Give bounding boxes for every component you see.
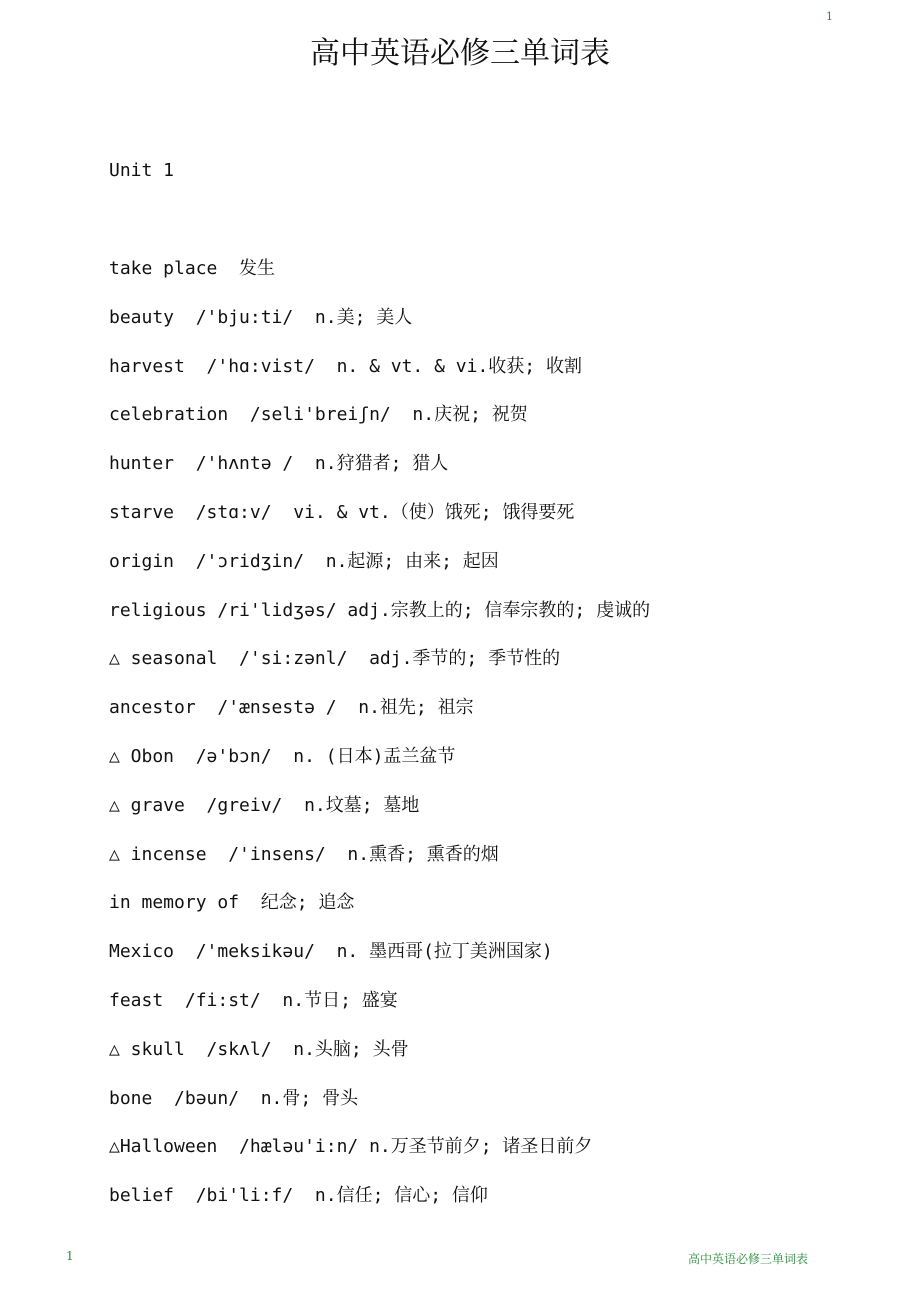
vocab-entry: feast /fi:st/ n.节日; 盛宴 (109, 989, 398, 1011)
vocab-entry: ancestor /'ænsestə / n.祖先; 祖宗 (109, 697, 474, 719)
vocab-entry: △ grave /greiv/ n.坟墓; 墓地 (109, 794, 420, 816)
vocab-entry: harvest /'hɑ:vist/ n. & vt. & vi.收获; 收割 (109, 355, 582, 377)
vocab-entry: beauty /'bju:ti/ n.美; 美人 (109, 306, 413, 328)
vocab-entry: △ seasonal /'si:zənl/ adj.季节的; 季节性的 (109, 648, 561, 670)
vocab-entry: Mexico /'meksikəu/ n. 墨西哥(拉丁美洲国家) (109, 941, 553, 963)
vocab-entry: religious /ri'lidʒəs/ adj.宗教上的; 信奉宗教的; 虔诚的 (109, 599, 651, 621)
vocab-entry: origin /'ɔridʒin/ n.起源; 由来; 起因 (109, 550, 499, 572)
vocabulary-list (109, 256, 869, 1232)
header-page-number: 1 (826, 10, 833, 23)
footer-doc-title: 高中英语必修三单词表 (688, 1252, 809, 1266)
unit-heading: Unit 1 (109, 160, 175, 181)
vocab-entry: take place 发生 (109, 258, 276, 279)
vocab-entry: belief /bi'li:f/ n.信任; 信心; 信仰 (109, 1185, 488, 1207)
vocab-entry: starve /stɑ:v/ vi. & vt.（使）饿死; 饿得要死 (109, 501, 575, 523)
vocab-entry: hunter /'hʌntə / n.狩猎者; 猎人 (109, 453, 449, 475)
vocab-entry: in memory of 纪念; 追念 (109, 892, 355, 914)
vocab-entry: △ Obon /ə'bɔn/ n. (日本)盂兰盆节 (109, 745, 456, 767)
vocab-entry: △Halloween /hæləu'i:n/ n.万圣节前夕; 诸圣日前夕 (109, 1136, 593, 1158)
vocab-entry: bone /bəun/ n.骨; 骨头 (109, 1087, 359, 1109)
vocab-entry: △ incense /'insens/ n.熏香; 熏香的烟 (109, 843, 499, 865)
document-title: 高中英语必修三单词表 (310, 36, 610, 71)
vocab-entry: celebration /seli'breiʃn/ n.庆祝; 祝贺 (109, 404, 528, 426)
footer-page-number: 1 (66, 1249, 74, 1263)
vocab-entry: △ skull /skʌl/ n.头脑; 头骨 (109, 1038, 409, 1060)
